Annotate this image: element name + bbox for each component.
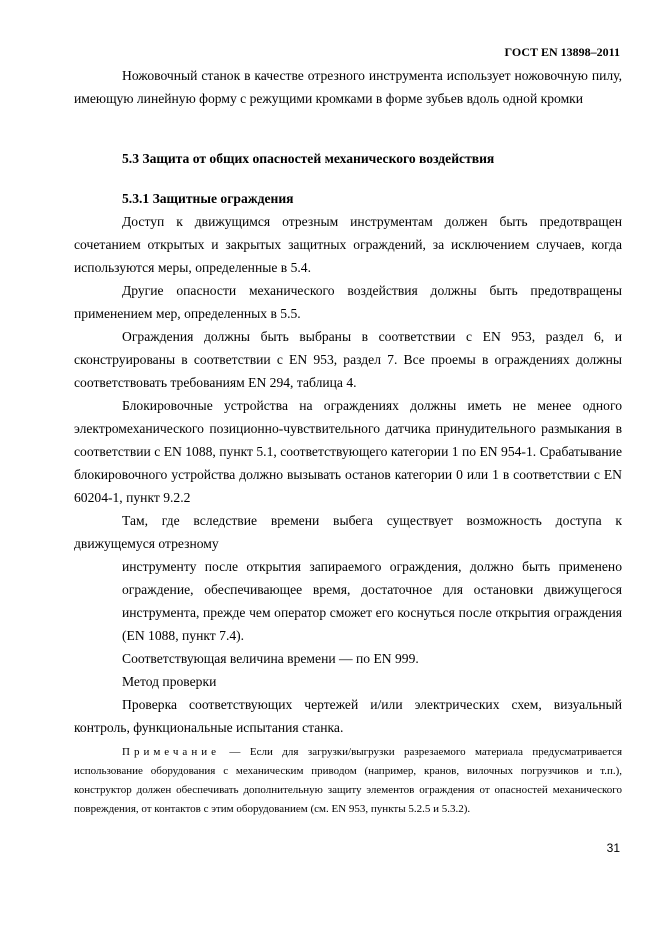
- document-body: [74, 64, 622, 819]
- paragraph-run-down-time: Там, где вследствие времени выбега существует возможность доступа к движущемуся отрезному: [74, 513, 622, 551]
- paragraph-other-hazards: Другие опасности механического воздействия должны быть предотвращены применением мер, определенных в 5.5.: [74, 283, 622, 321]
- paragraph-interlocking-devices: Блокировочные устройства на ограждениях должны иметь не менее одного электромеханического позиционно-чувствительного датчика принудительного размыкания в соответствии с EN 1088, пункт 5.1, соответствующего категории 1 по EN 954-1. Срабатывание блокировочного устройства должно вызывать останов категории 0 или 1 в соответствии с EN 60204-1, пункт 9.2.2: [74, 398, 622, 505]
- note-text: — Если для загрузки/выгрузки разрезаемого материала предусматривается использование оборудования с механическим приводом (например, кранов, вилочных погрузчиков и т.п.), конструктор должен обеспечивать дополнительную защиту элементов ограждения от опасностей механического повреждения, от контактов с этим оборудованием (см. EN 953, пункты 5.2.5 и 5.3.2).: [74, 746, 622, 815]
- document-header: ГОСТ EN 13898–2011: [504, 45, 620, 59]
- note-label: Примечание: [122, 746, 220, 758]
- paragraph-verification-method-label: Метод проверки: [122, 674, 217, 689]
- section-heading-5-3: 5.3 Защита от общих опасностей механического воздействия: [122, 151, 495, 166]
- page-number: 31: [606, 841, 620, 855]
- paragraph-guard-selection: Ограждения должны быть выбраны в соответствии с EN 953, раздел 6, и сконструированы в соответствии с EN 953, раздел 7. Все проемы в ограждениях должны соответствовать требованиям EN 294, таблица 4.: [74, 329, 622, 390]
- paragraph-access-prevention: Доступ к движущимся отрезным инструментам должен быть предотвращен сочетанием открытых и закрытых защитных ограждений, за исключением случаев, когда используются меры, определенные в 5.4.: [74, 214, 622, 275]
- paragraph-run-down-time-continued: инструменту после открытия запираемого ограждения, должно быть применено ограждение, обеспечивающее время, достаточное для остановки движущегося инструмента, прежде чем оператор сможет его коснуться после открытия ограждения (EN 1088, пункт 7.4).: [122, 559, 622, 643]
- section-heading-5-3-1: 5.3.1 Защитные ограждения: [122, 191, 294, 206]
- paragraph-saw-description: Ножовочный станок в качестве отрезного инструмента использует ножовочную пилу, имеющую линейную форму с режущими кромками в форме зубьев вдоль одной кромки: [74, 68, 622, 106]
- paragraph-verification-method: Проверка соответствующих чертежей и/или электрических схем, визуальный контроль, функциональные испытания станка.: [74, 697, 622, 735]
- note: [74, 743, 622, 819]
- paragraph-time-value: Соответствующая величина времени — по EN 999.: [122, 651, 419, 666]
